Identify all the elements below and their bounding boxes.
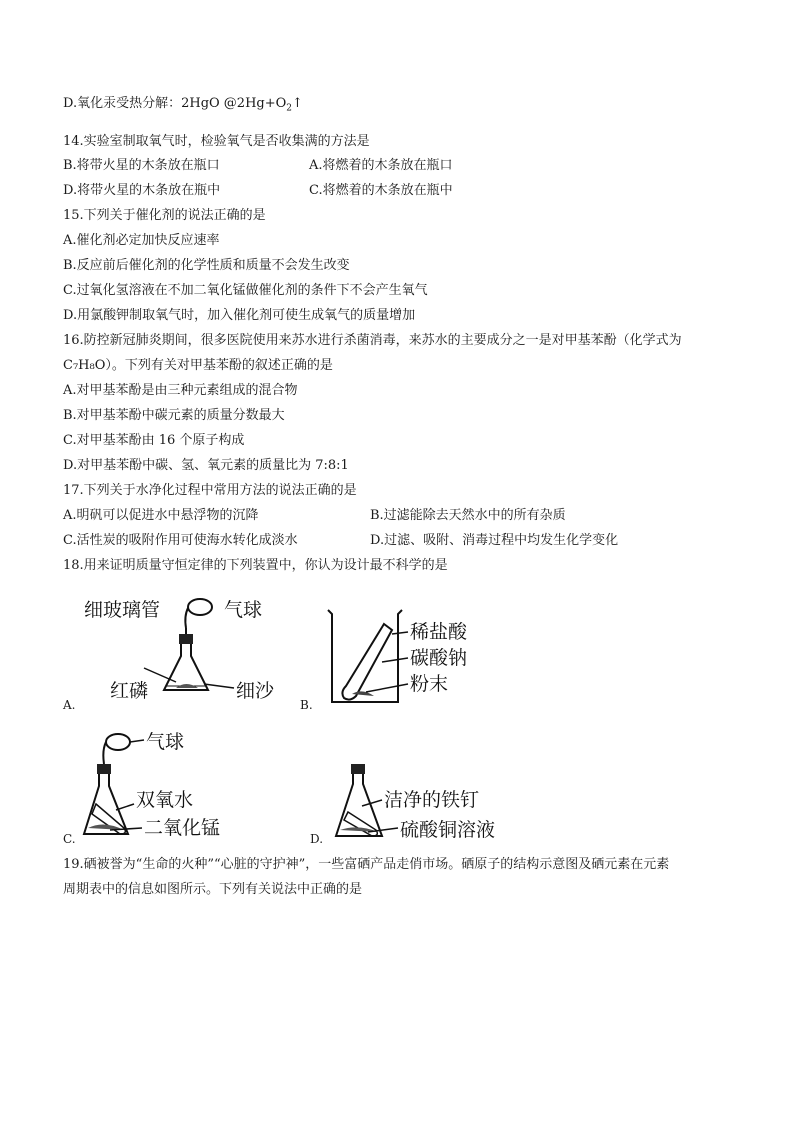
q18-stem: 18.用来证明质量守恒定律的下列装置中，你认为设计最不科学的是	[63, 558, 448, 573]
figure-d-label-copper-sulfate: 硫酸铜溶液	[400, 819, 496, 841]
q15-stem: 15.下列关于催化剂的说法正确的是	[63, 208, 266, 223]
figure-a-label-red-phosphorus: 红磷	[110, 680, 149, 702]
q15-option: D.用氯酸钾制取氧气时，加入催化剂可使生成氧气的质量增加	[63, 308, 416, 323]
q18-figure-a-label: A.	[63, 698, 76, 712]
q17-option: D.过滤、吸附、消毒过程中均发生化学变化	[370, 533, 619, 548]
q15-option: C.过氧化氢溶液在不加二氧化锰做催化剂的条件下不会产生氧气	[63, 283, 428, 298]
q18-figure-c-label: C.	[63, 832, 76, 846]
figure-a-label-glass-tube: 细玻璃管	[84, 599, 161, 621]
figure-c-label-balloon: 气球	[146, 731, 185, 753]
q16-stem-line1: 16.防控新冠肺炎期间，很多医院使用来苏水进行杀菌消毒，来苏水的主要成分之一是对甲基苯酚（化学式为	[63, 333, 682, 348]
figure-d-label-clean-iron-nail: 洁净的铁钉	[384, 789, 480, 811]
q14-option: C.将燃着的木条放在瓶中	[309, 183, 453, 198]
conical-flask-icon	[164, 644, 208, 690]
q14-option: D.将带火星的木条放在瓶中	[63, 183, 221, 198]
q14-stem: 14.实验室制取氧气时，检验氧气是否收集满的方法是	[63, 134, 370, 149]
figure-a-label-sand: 细沙	[236, 680, 275, 702]
figure-c-label-manganese-dioxide: 二氧化锰	[144, 817, 221, 839]
q18-figure-a-apparatus	[84, 590, 284, 710]
q15-option: B.反应前后催化剂的化学性质和质量不会发生改变	[63, 258, 350, 273]
q13-option-d-subscript: 2	[286, 103, 293, 114]
q17-option: B.过滤能除去天然水中的所有杂质	[370, 508, 566, 523]
balloon-icon	[188, 599, 212, 615]
q13-option-d-arrow: ↑	[292, 96, 303, 111]
q13-option-d-text: D.氧化汞受热分解：2HgO @2Hg+O	[63, 96, 287, 111]
q16-stem-line2: C₇H₈O）。下列有关对甲基苯酚的叙述正确的是	[63, 358, 333, 373]
q17-option: C.活性炭的吸附作用可使海水转化成淡水	[63, 533, 298, 548]
q18-figure-c-apparatus	[80, 724, 250, 846]
conical-flask-icon	[336, 774, 382, 836]
q19-stem-line2: 周期表中的信息如图所示。下列有关说法中正确的是	[63, 882, 363, 897]
q18-figure-d-label: D.	[310, 832, 324, 846]
q18-figure-d-apparatus	[330, 760, 526, 846]
figure-c-label-hydrogen-peroxide: 双氧水	[136, 789, 194, 811]
q13-option-d	[63, 95, 303, 118]
q18-figure-b-apparatus	[322, 604, 492, 710]
q17-stem: 17.下列关于水净化过程中常用方法的说法正确的是	[63, 483, 357, 498]
q14-option: B.将带火星的木条放在瓶口	[63, 158, 220, 173]
balloon-icon	[106, 734, 130, 750]
q17-option: A.明矾可以促进水中悬浮物的沉降	[63, 508, 259, 523]
q15-option: A.催化剂必定加快反应速率	[63, 233, 220, 248]
q18-figure-b-label: B.	[300, 698, 313, 712]
q16-option: D.对甲基苯酚中碳、氢、氧元素的质量比为 7:8:1	[63, 458, 349, 473]
figure-b-label-sodium-carbonate: 碳酸钠	[410, 647, 468, 669]
q16-option: B.对甲基苯酚中碳元素的质量分数最大	[63, 408, 285, 423]
q16-option: A.对甲基苯酚是由三种元素组成的混合物	[63, 383, 298, 398]
figure-b-label-powder: 粉末	[410, 673, 449, 695]
q19-stem-line1: 19.硒被誉为“生命的火种”“心脏的守护神”，一些富硒产品走俏市场。硒原子的结构示意图及硒元素在元素	[63, 857, 670, 872]
q16-option: C.对甲基苯酚由 16 个原子构成	[63, 433, 245, 448]
figure-a-label-balloon: 气球	[224, 599, 263, 621]
q14-option: A.将燃着的木条放在瓶口	[309, 158, 453, 173]
figure-b-label-dilute-hcl: 稀盐酸	[410, 621, 468, 643]
